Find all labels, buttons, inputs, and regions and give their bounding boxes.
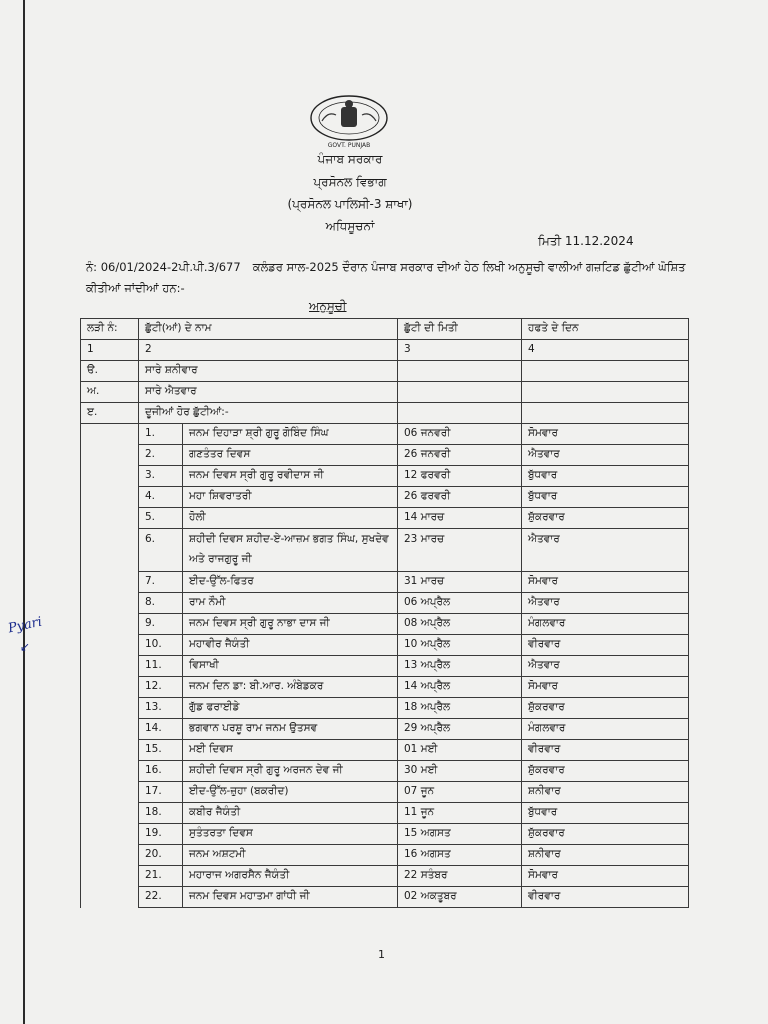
empty-cell — [522, 361, 689, 382]
empty-cell — [398, 403, 522, 424]
holiday-row — [81, 445, 689, 466]
holiday-row — [81, 424, 689, 445]
holiday-name: ਮਹਾਰਾਜ ਅਗਰਸੈਨ ਜੈਯੰਤੀ — [183, 866, 398, 887]
category-label: ਸਾਰੇ ਸ਼ਨੀਵਾਰ — [139, 361, 398, 382]
blank-cell — [81, 635, 139, 656]
holiday-weekday: ਐਤਵਾਰ — [522, 445, 689, 466]
holiday-date: 22 ਸਤੰਬਰ — [398, 866, 522, 887]
holiday-name: ਮਈ ਦਿਵਸ — [183, 740, 398, 761]
page-number: 1 — [378, 948, 385, 961]
holiday-name: ਸ਼ਹੀਦੀ ਦਿਵਸ ਸ਼ਹੀਦ-ਏ-ਆਜ਼ਮ ਭਗਤ ਸਿੰਘ, ਸੁਖਦੇਵ ਅਤੇ ਰਾਜਗੁਰੂ ਜੀ — [183, 529, 398, 572]
holiday-serial: 15. — [139, 740, 183, 761]
holiday-row — [81, 719, 689, 740]
category-row — [81, 361, 689, 382]
blank-cell — [81, 572, 139, 593]
column-number-row — [81, 340, 689, 361]
column-number: 3 — [398, 340, 522, 361]
holiday-weekday: ਮੰਗਲਵਾਰ — [522, 719, 689, 740]
holiday-row — [81, 677, 689, 698]
holiday-weekday: ਸ਼ੁੱਕਰਵਾਰ — [522, 761, 689, 782]
holiday-weekday: ਸੋਮਵਾਰ — [522, 677, 689, 698]
holiday-serial: 20. — [139, 845, 183, 866]
holiday-weekday: ਐਤਵਾਰ — [522, 529, 689, 572]
column-number: 2 — [139, 340, 398, 361]
holiday-row — [81, 698, 689, 719]
holiday-name: ਭਗਵਾਨ ਪਰਸ਼ੂ ਰਾਮ ਜਨਮ ਉਤਸਵ — [183, 719, 398, 740]
holiday-serial: 22. — [139, 887, 183, 908]
holiday-name: ਜਨਮ ਅਸ਼ਟਮੀ — [183, 845, 398, 866]
holiday-date: 06 ਜਨਵਰੀ — [398, 424, 522, 445]
blank-cell — [81, 614, 139, 635]
holiday-weekday: ਵੀਰਵਾਰ — [522, 635, 689, 656]
category-mark: ੲ. — [81, 403, 139, 424]
holiday-name: ਹੋਲੀ — [183, 508, 398, 529]
holiday-date: 18 ਅਪ੍ਰੈਲ — [398, 698, 522, 719]
holiday-row — [81, 572, 689, 593]
holiday-weekday: ਸ਼ਨੀਵਾਰ — [522, 845, 689, 866]
holiday-date: 13 ਅਪ੍ਰੈਲ — [398, 656, 522, 677]
holiday-serial: 18. — [139, 803, 183, 824]
table-header-row — [81, 319, 689, 340]
svg-text:GOVT. PUNJAB: GOVT. PUNJAB — [327, 142, 371, 149]
holiday-name: ਸੁਤੰਤਰਤਾ ਦਿਵਸ — [183, 824, 398, 845]
empty-cell — [522, 382, 689, 403]
holiday-row — [81, 740, 689, 761]
holiday-row — [81, 803, 689, 824]
holiday-row — [81, 635, 689, 656]
holiday-serial: 8. — [139, 593, 183, 614]
empty-cell — [398, 361, 522, 382]
holiday-row — [81, 824, 689, 845]
holiday-date: 06 ਅਪ੍ਰੈਲ — [398, 593, 522, 614]
holiday-row — [81, 508, 689, 529]
category-mark: ੳ. — [81, 361, 139, 382]
column-number: 1 — [81, 340, 139, 361]
holiday-weekday: ਬੁੱਧਵਾਰ — [522, 487, 689, 508]
holiday-row — [81, 887, 689, 908]
holiday-serial: 6. — [139, 529, 183, 572]
holiday-name: ਈਦ-ਉੱਲ-ਜ਼ੁਹਾ (ਬਕਰੀਦ) — [183, 782, 398, 803]
handwritten-margin-mark: ↙ — [20, 640, 31, 654]
holiday-row — [81, 529, 689, 572]
blank-cell — [81, 508, 139, 529]
holiday-row — [81, 761, 689, 782]
holiday-date: 11 ਜੂਨ — [398, 803, 522, 824]
holiday-serial: 10. — [139, 635, 183, 656]
holiday-date: 14 ਅਪ੍ਰੈਲ — [398, 677, 522, 698]
holiday-row — [81, 782, 689, 803]
blank-cell — [81, 782, 139, 803]
holiday-date: 10 ਅਪ੍ਰੈਲ — [398, 635, 522, 656]
holiday-name: ਜਨਮ ਦਿਹਾੜਾ ਸ਼੍ਰੀ ਗੁਰੂ ਗੋਬਿੰਦ ਸਿੰਘ — [183, 424, 398, 445]
blank-cell — [81, 698, 139, 719]
holiday-name: ਜਨਮ ਦਿਵਸ ਸ੍ਰੀ ਗੁਰੂ ਰਵੀਦਾਸ ਜੀ — [183, 466, 398, 487]
holiday-serial: 1. — [139, 424, 183, 445]
blank-cell — [81, 845, 139, 866]
holiday-serial: 17. — [139, 782, 183, 803]
holiday-weekday: ਵੀਰਵਾਰ — [522, 740, 689, 761]
holiday-date: 16 ਅਗਸਤ — [398, 845, 522, 866]
holiday-date: 02 ਅਕਤੂਬਰ — [398, 887, 522, 908]
holiday-serial: 4. — [139, 487, 183, 508]
holiday-date: 30 ਮਈ — [398, 761, 522, 782]
holiday-row — [81, 866, 689, 887]
holiday-date: 07 ਜੂਨ — [398, 782, 522, 803]
order-text: ਕਲੰਡਰ ਸਾਲ-2025 ਦੌਰਾਨ ਪੰਜਾਬ ਸਰਕਾਰ ਦੀਆਂ ਹੇਠ ਲਿਖੀ ਅਨੁਸੂਚੀ ਵਾਲੀਆਂ ਗਜ਼ਟਿਡ ਛੁੱਟੀਆਂ ਘੋਸ਼ਿਤ ਕੀਤੀਆਂ ਜਾਂਦੀਆਂ ਹਨ:- — [86, 260, 686, 295]
category-label: ਦੂਜੀਆਂ ਹੋਰ ਛੁੱਟੀਆਂ:- — [139, 403, 398, 424]
holiday-name: ਰਾਮ ਨੌਮੀ — [183, 593, 398, 614]
holiday-name: ਗਣਤੰਤਰ ਦਿਵਸ — [183, 445, 398, 466]
holiday-weekday: ਬੁੱਧਵਾਰ — [522, 466, 689, 487]
holiday-schedule-table — [80, 318, 689, 908]
holiday-serial: 9. — [139, 614, 183, 635]
department-name: ਪ੍ਰਸੋਨਲ ਵਿਭਾਗ — [313, 175, 387, 189]
blank-cell — [81, 529, 139, 572]
schedule-title: ਅਨੁਸੂਚੀ — [309, 299, 347, 313]
header-serial: ਲੜੀ ਨੰ: — [81, 319, 139, 340]
blank-cell — [81, 803, 139, 824]
holiday-date: 12 ਫਰਵਰੀ — [398, 466, 522, 487]
blank-cell — [81, 887, 139, 908]
holiday-serial: 5. — [139, 508, 183, 529]
holiday-date: 29 ਅਪ੍ਰੈਲ — [398, 719, 522, 740]
blank-cell — [81, 424, 139, 445]
holiday-weekday: ਬੁੱਧਵਾਰ — [522, 803, 689, 824]
holiday-name: ਵਿਸਾਖੀ — [183, 656, 398, 677]
holiday-row — [81, 487, 689, 508]
holiday-serial: 16. — [139, 761, 183, 782]
holiday-name: ਜਨਮ ਦਿਵਸ ਮਹਾਤਮਾ ਗਾਂਧੀ ਜੀ — [183, 887, 398, 908]
government-name: ਪੰਜਾਬ ਸਰਕਾਰ — [317, 152, 383, 166]
holiday-date: 08 ਅਪ੍ਰੈਲ — [398, 614, 522, 635]
holiday-weekday: ਸ਼ੁੱਕਰਵਾਰ — [522, 824, 689, 845]
holiday-name: ਮਹਾਵੀਰ ਜੈਯੰਤੀ — [183, 635, 398, 656]
blank-cell — [81, 719, 139, 740]
blank-cell — [81, 761, 139, 782]
category-label: ਸਾਰੇ ਐਤਵਾਰ — [139, 382, 398, 403]
holiday-weekday: ਸੋਮਵਾਰ — [522, 866, 689, 887]
empty-cell — [398, 382, 522, 403]
holiday-date: 01 ਮਈ — [398, 740, 522, 761]
holiday-serial: 12. — [139, 677, 183, 698]
category-mark: ਅ. — [81, 382, 139, 403]
punjab-government-emblem — [306, 93, 392, 151]
holiday-name: ਜਨਮ ਦਿਵਸ ਸ੍ਰੀ ਗੁਰੂ ਨਾਭਾ ਦਾਸ ਜੀ — [183, 614, 398, 635]
order-number: ਨੰ: 06/01/2024-2ਪੀ.ਪੀ.3/677 — [86, 260, 241, 274]
column-number: 4 — [522, 340, 689, 361]
holiday-serial: 19. — [139, 824, 183, 845]
holiday-weekday: ਸ਼ੁੱਕਰਵਾਰ — [522, 698, 689, 719]
blank-cell — [81, 677, 139, 698]
holiday-weekday: ਸੋਮਵਾਰ — [522, 424, 689, 445]
holiday-weekday: ਸੋਮਵਾਰ — [522, 572, 689, 593]
holiday-date: 23 ਮਾਰਚ — [398, 529, 522, 572]
blank-cell — [81, 866, 139, 887]
holiday-serial: 21. — [139, 866, 183, 887]
holiday-serial: 3. — [139, 466, 183, 487]
notification-date: ਮਿਤੀ 11.12.2024 — [538, 234, 634, 248]
blank-cell — [81, 593, 139, 614]
holiday-serial: 2. — [139, 445, 183, 466]
blank-cell — [81, 740, 139, 761]
notification-heading: ਅਧਿਸੂਚਨਾਂ — [325, 219, 375, 233]
holiday-weekday: ਐਤਵਾਰ — [522, 593, 689, 614]
holiday-weekday: ਮੰਗਲਵਾਰ — [522, 614, 689, 635]
holiday-serial: 13. — [139, 698, 183, 719]
holiday-row — [81, 614, 689, 635]
empty-cell — [522, 403, 689, 424]
blank-cell — [81, 824, 139, 845]
blank-cell — [81, 445, 139, 466]
holiday-name: ਸ਼ਹੀਦੀ ਦਿਵਸ ਸ੍ਰੀ ਗੁਰੂ ਅਰਜਨ ਦੇਵ ਜੀ — [183, 761, 398, 782]
holiday-name: ਈਦ-ਉੱਲ-ਫਿਤਰ — [183, 572, 398, 593]
holiday-weekday: ਸ਼ੁੱਕਰਵਾਰ — [522, 508, 689, 529]
holiday-weekday: ਐਤਵਾਰ — [522, 656, 689, 677]
holiday-serial: 7. — [139, 572, 183, 593]
category-row — [81, 403, 689, 424]
holiday-serial: 11. — [139, 656, 183, 677]
holiday-serial: 14. — [139, 719, 183, 740]
holiday-row — [81, 656, 689, 677]
holiday-date: 15 ਅਗਸਤ — [398, 824, 522, 845]
holiday-date: 26 ਫਰਵਰੀ — [398, 487, 522, 508]
holiday-date: 26 ਜਨਵਰੀ — [398, 445, 522, 466]
holiday-name: ਜਨਮ ਦਿਨ ਡਾ: ਬੀ.ਆਰ. ਅੰਬੇਡਕਰ — [183, 677, 398, 698]
holiday-weekday: ਵੀਰਵਾਰ — [522, 887, 689, 908]
header-weekday: ਹਫਤੇ ਦੇ ਦਿਨ — [522, 319, 689, 340]
blank-cell — [81, 656, 139, 677]
holiday-rows — [81, 424, 689, 908]
holiday-date: 14 ਮਾਰਚ — [398, 508, 522, 529]
order-paragraph — [86, 257, 686, 299]
holiday-weekday: ਸ਼ਨੀਵਾਰ — [522, 782, 689, 803]
handwritten-margin-note: Pyari — [6, 614, 44, 637]
header-holiday-date: ਛੁੱਟੀ ਦੀ ਮਿਤੀ — [398, 319, 522, 340]
holiday-row — [81, 845, 689, 866]
branch-name: (ਪ੍ਰਸੋਨਲ ਪਾਲਿਸੀ-3 ਸ਼ਾਖਾ) — [287, 197, 413, 211]
holiday-name: ਕਬੀਰ ਜੈਯੰਤੀ — [183, 803, 398, 824]
holiday-date: 31 ਮਾਰਚ — [398, 572, 522, 593]
holiday-row — [81, 593, 689, 614]
header-holiday-name: ਛੁੱਟੀ(ਆਂ) ਦੇ ਨਾਮ — [139, 319, 398, 340]
blank-cell — [81, 466, 139, 487]
holiday-row — [81, 466, 689, 487]
holiday-name: ਗੁੱਡ ਫਰਾਈਡੇ — [183, 698, 398, 719]
blank-cell — [81, 487, 139, 508]
holiday-name: ਮਹਾ ਸ਼ਿਵਰਾਤਰੀ — [183, 487, 398, 508]
category-row — [81, 382, 689, 403]
